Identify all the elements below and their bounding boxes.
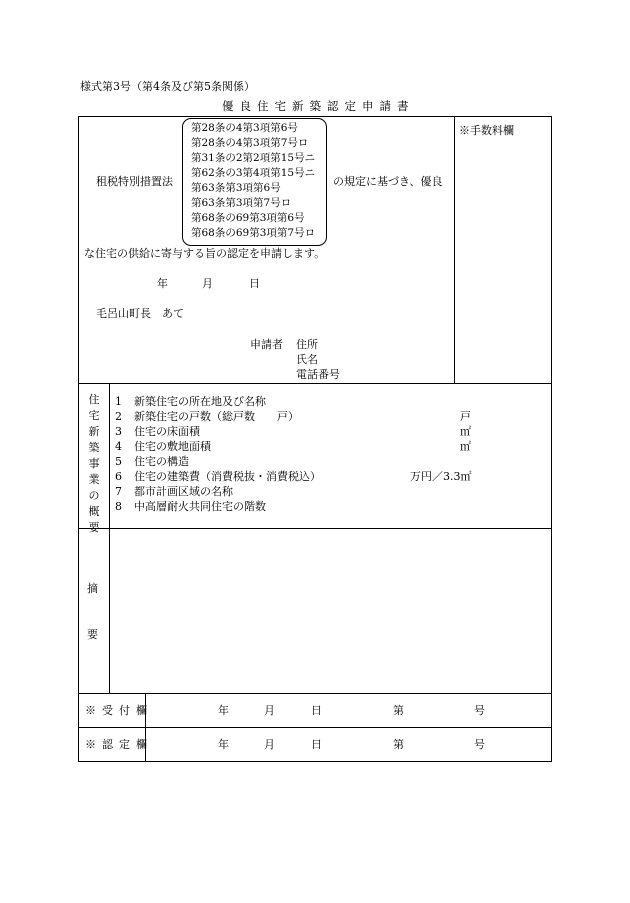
name-label: 氏名 <box>296 353 318 366</box>
overview-item-number: 4 <box>115 440 122 453</box>
approval-year: 年 <box>218 738 229 751</box>
remarks-label-2: 要 <box>87 628 98 641</box>
provision-item: 第28条の4第3項第6号 <box>191 122 298 134</box>
overview-item-text: 住宅の建築費（消費税抜・消費税込） <box>134 470 321 483</box>
clause-suffix: の規定に基づき、優良 <box>333 175 443 188</box>
law-name: 租税特別措置法 <box>96 175 173 188</box>
overview-item-text: 都市計画区域の名称 <box>134 485 233 498</box>
phone-label: 電話番号 <box>296 368 340 381</box>
reception-label: ※受付欄 <box>85 704 153 717</box>
reception-dai: 第 <box>393 704 404 717</box>
overview-item-text: 新築住宅の所在地及び名称 <box>134 395 266 408</box>
reception-go: 号 <box>474 704 485 717</box>
provision-item: 第68条の69第3項第6号 <box>191 212 305 224</box>
overview-item-number: 8 <box>115 500 122 513</box>
overview-item-text: 住宅の構造 <box>134 455 189 468</box>
form-title: 優良住宅新築認定申請書 <box>222 99 415 113</box>
provision-item: 第63条第3項第7号ロ <box>191 197 292 209</box>
date-year: 年 <box>157 277 168 290</box>
overview-item-text: 中高層耐火共同住宅の階数 <box>134 500 266 513</box>
overview-item-text: 新築住宅の戸数（総戸数 戸） <box>134 410 299 423</box>
overview-item-text: 住宅の床面積 <box>134 425 200 438</box>
overview-item-number: 7 <box>115 485 122 498</box>
date-day: 日 <box>249 277 260 290</box>
overview-item-number: 3 <box>115 425 122 438</box>
overview-item-unit: ㎡ <box>460 440 471 453</box>
provision-item: 第62条の3第4項第15号ニ <box>191 167 316 179</box>
approval-day: 日 <box>311 738 322 751</box>
reception-year: 年 <box>218 704 229 717</box>
remarks-label-1: 摘 <box>87 582 98 595</box>
overview-item-number: 6 <box>115 470 122 483</box>
form-number: 様式第3号（第4条及び第5条関係） <box>80 80 255 93</box>
reception-month: 月 <box>264 704 275 717</box>
overview-item-number: 5 <box>115 455 122 468</box>
overview-item-unit: 万円／3.3㎡ <box>410 470 472 483</box>
overview-heading: 住宅新築事業の概要 <box>88 393 100 534</box>
overview-item-text: 住宅の敷地面積 <box>134 440 211 453</box>
address-label: 住所 <box>296 338 318 351</box>
provision-item: 第28条の4第3項第7号ロ <box>191 137 309 149</box>
clause-continuation: な住宅の供給に寄与する旨の認定を申請します。 <box>84 247 326 260</box>
approval-month: 月 <box>264 738 275 751</box>
overview-item-number: 1 <box>115 395 122 408</box>
reception-day: 日 <box>311 704 322 717</box>
provision-item: 第31条の2第2項第15号ニ <box>191 152 316 164</box>
addressee: 毛呂山町長 あて <box>96 307 184 320</box>
provision-item: 第68条の69第3項第7号ロ <box>191 227 316 239</box>
approval-label: ※認定欄 <box>85 738 153 751</box>
applicant-label: 申請者 <box>250 338 283 351</box>
fee-label: ※手数料欄 <box>459 124 514 137</box>
approval-dai: 第 <box>393 738 404 751</box>
overview-item-unit: ㎡ <box>460 425 471 438</box>
provision-item: 第63条第3項第6号 <box>191 182 281 194</box>
overview-item-unit: 戸 <box>460 410 471 423</box>
approval-go: 号 <box>474 738 485 751</box>
date-month: 月 <box>202 277 213 290</box>
overview-item-number: 2 <box>115 410 122 423</box>
